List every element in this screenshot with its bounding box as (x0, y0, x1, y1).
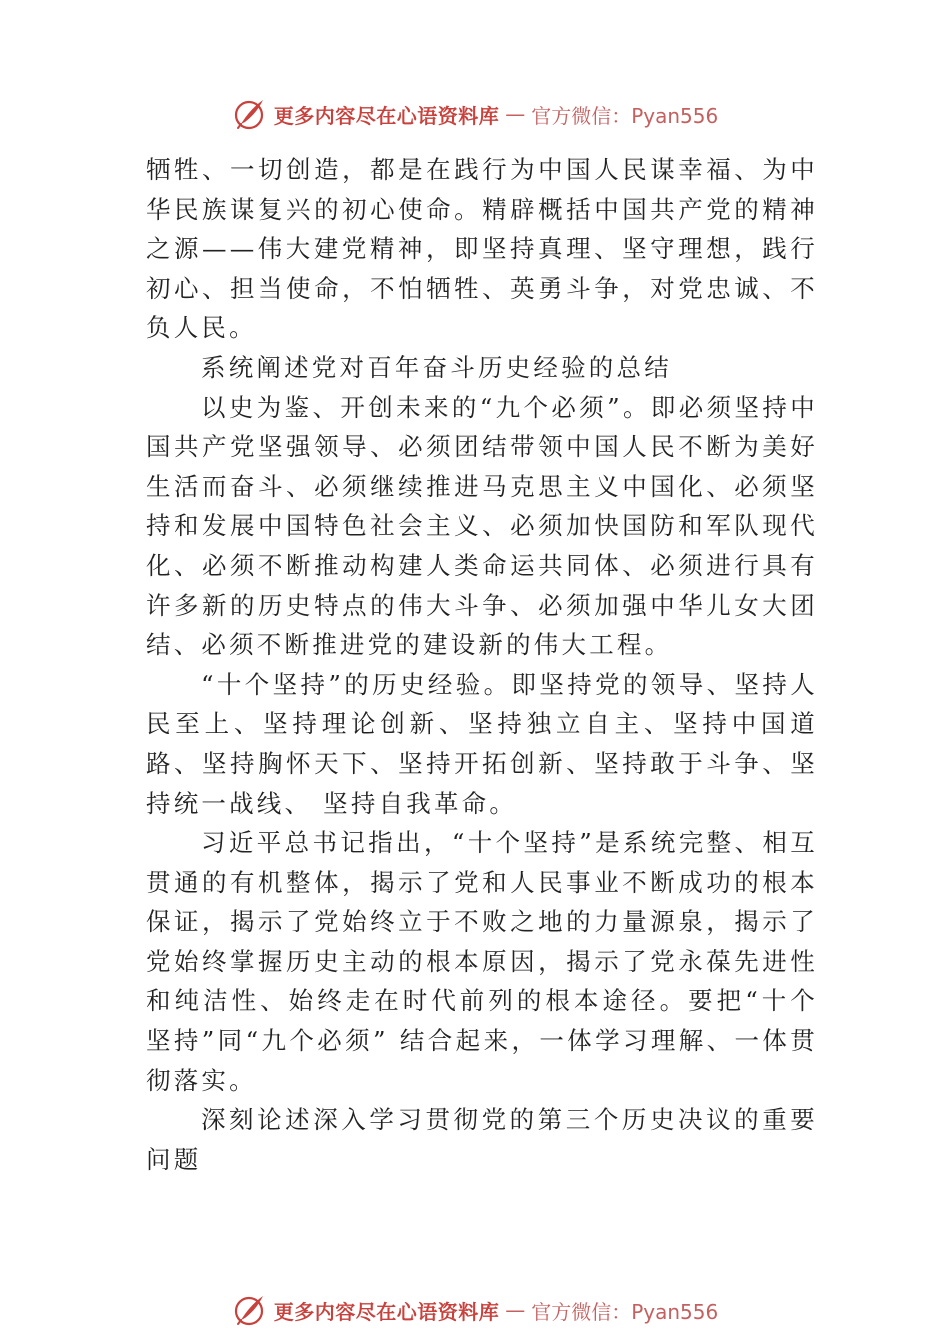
footer-watermark (0, 1288, 950, 1332)
quill-logo-icon (232, 1292, 268, 1328)
watermark-text: 更多内容尽在心语资料库 (273, 103, 500, 128)
watermark-separator: — (505, 1298, 526, 1322)
watermark-separator: — (505, 102, 526, 126)
watermark-text: 更多内容尽在心语资料库 (273, 1299, 500, 1324)
section-heading-important-issues: 深刻论述深入学习贯彻党的第三个历史决议的重要问题 (146, 1105, 818, 1174)
watermark-wechat: 官方微信：Pyan556 (531, 103, 719, 128)
paragraph-continuation: 牺牲、一切创造，都是在践行为中国人民谋幸福、为中华民族谋复兴的初心使命。精辟概括中国共产党的精神之源——伟大建党精神，即坚持真理、坚守理想，践行初心、担当使命，不怕牺牲、英勇斗争，对党忠诚、不负人民。 (146, 155, 818, 343)
quill-logo-icon (232, 96, 268, 132)
document-body (146, 150, 818, 1179)
paragraph-xi-remarks: 习近平总书记指出，“十个坚持”是系统完整、相互贯通的有机整体，揭示了党和人民事业不断成功的根本保证，揭示了党始终立于不败之地的力量源泉，揭示了党始终掌握历史主动的根本原因，揭示了党永葆先进性和纯洁性、始终走在时代前列的根本途径。要把“十个坚持”同“九个必须” 结合起来，一体学习理解、一体贯彻落实。 (146, 828, 818, 1095)
watermark-wechat: 官方微信：Pyan556 (531, 1299, 719, 1324)
paragraph-nine-musts: 以史为鉴、开创未来的“九个必须”。即必须坚持中国共产党坚强领导、必须团结带领中国人民不断为美好生活而奋斗、必须继续推进马克思主义中国化、必须坚持和发展中国特色社会主义、必须加快国防和军队现代化、必须不断推动构建人类命运共同体、必须进行具有许多新的历史特点的伟大斗争、必须加强中华儿女大团结、必须不断推进党的建设新的伟大工程。 (146, 392, 818, 660)
section-heading-summary: 系统阐述党对百年奋斗历史经验的总结 (201, 352, 672, 382)
paragraph-ten-adherences: “十个坚持”的历史经验。即坚持党的领导、坚持人民至上、坚持理论创新、坚持独立自主、坚持中国道路、坚持胸怀天下、坚持开拓创新、坚持敢于斗争、坚持统一战线、 坚持自我革命。 (146, 669, 818, 818)
header-watermark (0, 92, 950, 136)
